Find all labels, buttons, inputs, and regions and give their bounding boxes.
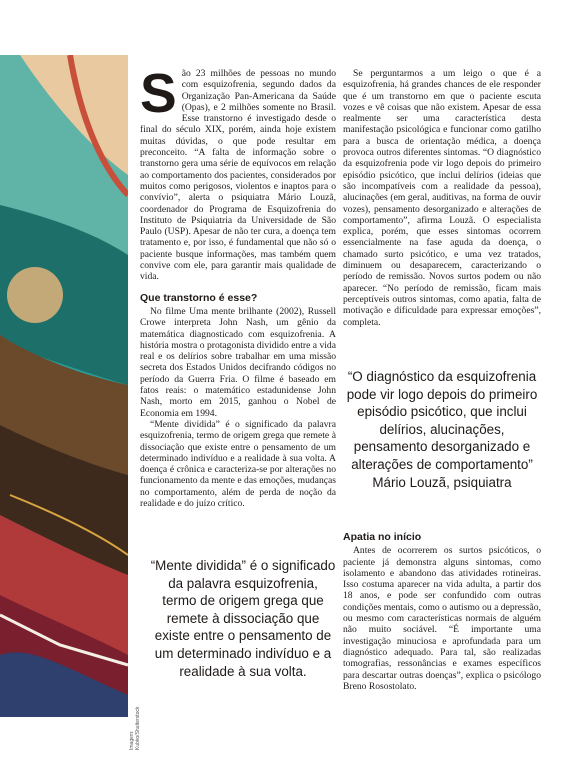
section1-paragraph-2: “Mente dividida” é o significado da palavra esquizofrenia, termo de origem grega que remete à dissociação que existe entre o pensamento de um determinado indivíduo e a realidade à sua volta. A doença é crônica e caracteriza-se por alterações no funcionamento da mente e das emoções, mudanças no comportamento, além de perda de noção da realidade e do juízo crítico. [140,418,336,509]
abstract-art [0,55,128,717]
section1-paragraph-1: No filme Uma mente brilhante (2002), Russell Crowe interpreta John Nash, um gênio da matemática diagnosticado com esquizofrenia. A história mostra o protagonista dividido entre a vida real e os delírios sobre trabalhar em uma missão secreta dos Estados Unidos decifrando códigos no período da Guerra Fria. O filme é baseado em fatos reais: o matemático estadunidense John Nash, morto em 2015, ganhou o Nobel de Economia em 1994. [140,305,336,419]
section-heading-apatia: Apatia no início [343,531,422,543]
article-column-right [343,68,541,328]
pull-quote-attribution: Mário Louzã, psiquiatra [372,474,512,490]
section2-paragraph: Antes de ocorrerem os surtos psicóticos, o paciente já demonstra alguns sintomas, como isolamento e abandono das atividades rotineiras. Isso costuma aparecer na vida adulta, a partir dos 18 anos, e pode ser confundido com outras condições mentais, como o autismo ou a depressão, ou mesmo com características normais de alguém não muito sociável. “É importante uma investigação minuciosa e aprofundada para um diagnóstico adequado. Para tal, são realizadas tomografias, ressonâncias e exames específicos para descartar outras doenças”, explica o psicólogo Breno Rosostolato. [343,545,541,692]
pull-quote-diagnostico [343,368,541,491]
section-apatia [343,532,541,692]
pull-quote-mente-dividida: “Mente dividida” é o significado da palavra esquizofrenia, termo de origem grega que remete à dissociação que existe entre o pensamento de um determinado indivíduo e a realidade à sua volta. [150,558,336,679]
drop-cap: S [140,62,177,124]
intro-paragraph [140,62,336,283]
pull-quote-text: “O diagnóstico da esquizofrenia pode vir logo depois do primeiro episódio psicótico, que inclui delírios, alucinações, pensamento desorganizado e alterações de comportamento” [346,369,538,472]
decorative-illustration [0,55,128,717]
photo-credit: Imagem: Kubko/Shutterstock [129,706,141,750]
section-heading-que-transtorno: Que transtorno é esse? [140,291,258,304]
article-column-left [140,62,336,509]
intro-text: ão 23 milhões de pessoas no mundo com esquizofrenia, segundo dados da Organização Pan-Americana da Saúde (Opas), e 2 milhões somente no Brasil. Esse transtorno é investigado desde o final do século XIX, porém, ainda hoje existem muitas dúvidas, o que pode resultar em preconceito. “A falta de informação sobre o transtorno gera uma série de equívocos em relação ao comportamento dos pacientes, considerados por muitos como perigosos, violentos e inaptos para o convívio”, alerta o psiquiatra Mário Louzã, coordenador do Programa de Esquizofrenia do Instituto de Psiquiatria da Universidade de São Paulo (USP). Apesar de não ter cura, a doença tem tratamento e, por isso, é fundamental que não só o paciente busque informações, mas também quem convive com ele, para garantir mais qualidade de vida. [140,68,336,283]
col2-paragraph: Se perguntarmos a um leigo o que é a esquizofrenia, há grandes chances de ele responder que é um transtorno em que o paciente escuta vozes e vê coisas que não existem. Apesar de essa realmente ser uma característica desta manifestação psicológica e funcionar como gatilho para a busca de orientação médica, a doença provoca outros diferentes sintomas. “O diagnóstico da esquizofrenia pode vir logo depois do primeiro episódio psicótico, que inclui delírios (ideias que são incompatíveis com a realidade da pessoa), alucinações (em geral, auditivas, na forma de ouvir vozes), pensamento desorganizado e alterações de comportamento”, afirma Louzã. O especialista explica, porém, que esses sintomas ocorrem essencialmente na fase aguda da doença, o chamado surto psicótico, e uma vez tratados, diminuem ou desaparecem, caracterizando o período de remissão. Novos surtos podem ou não aparecer. “No período de remissão, ficam mais perceptíveis outros sintomas, como apatia, falta de motivação e dificuldade para expressar emoções”, completa. [343,68,541,328]
